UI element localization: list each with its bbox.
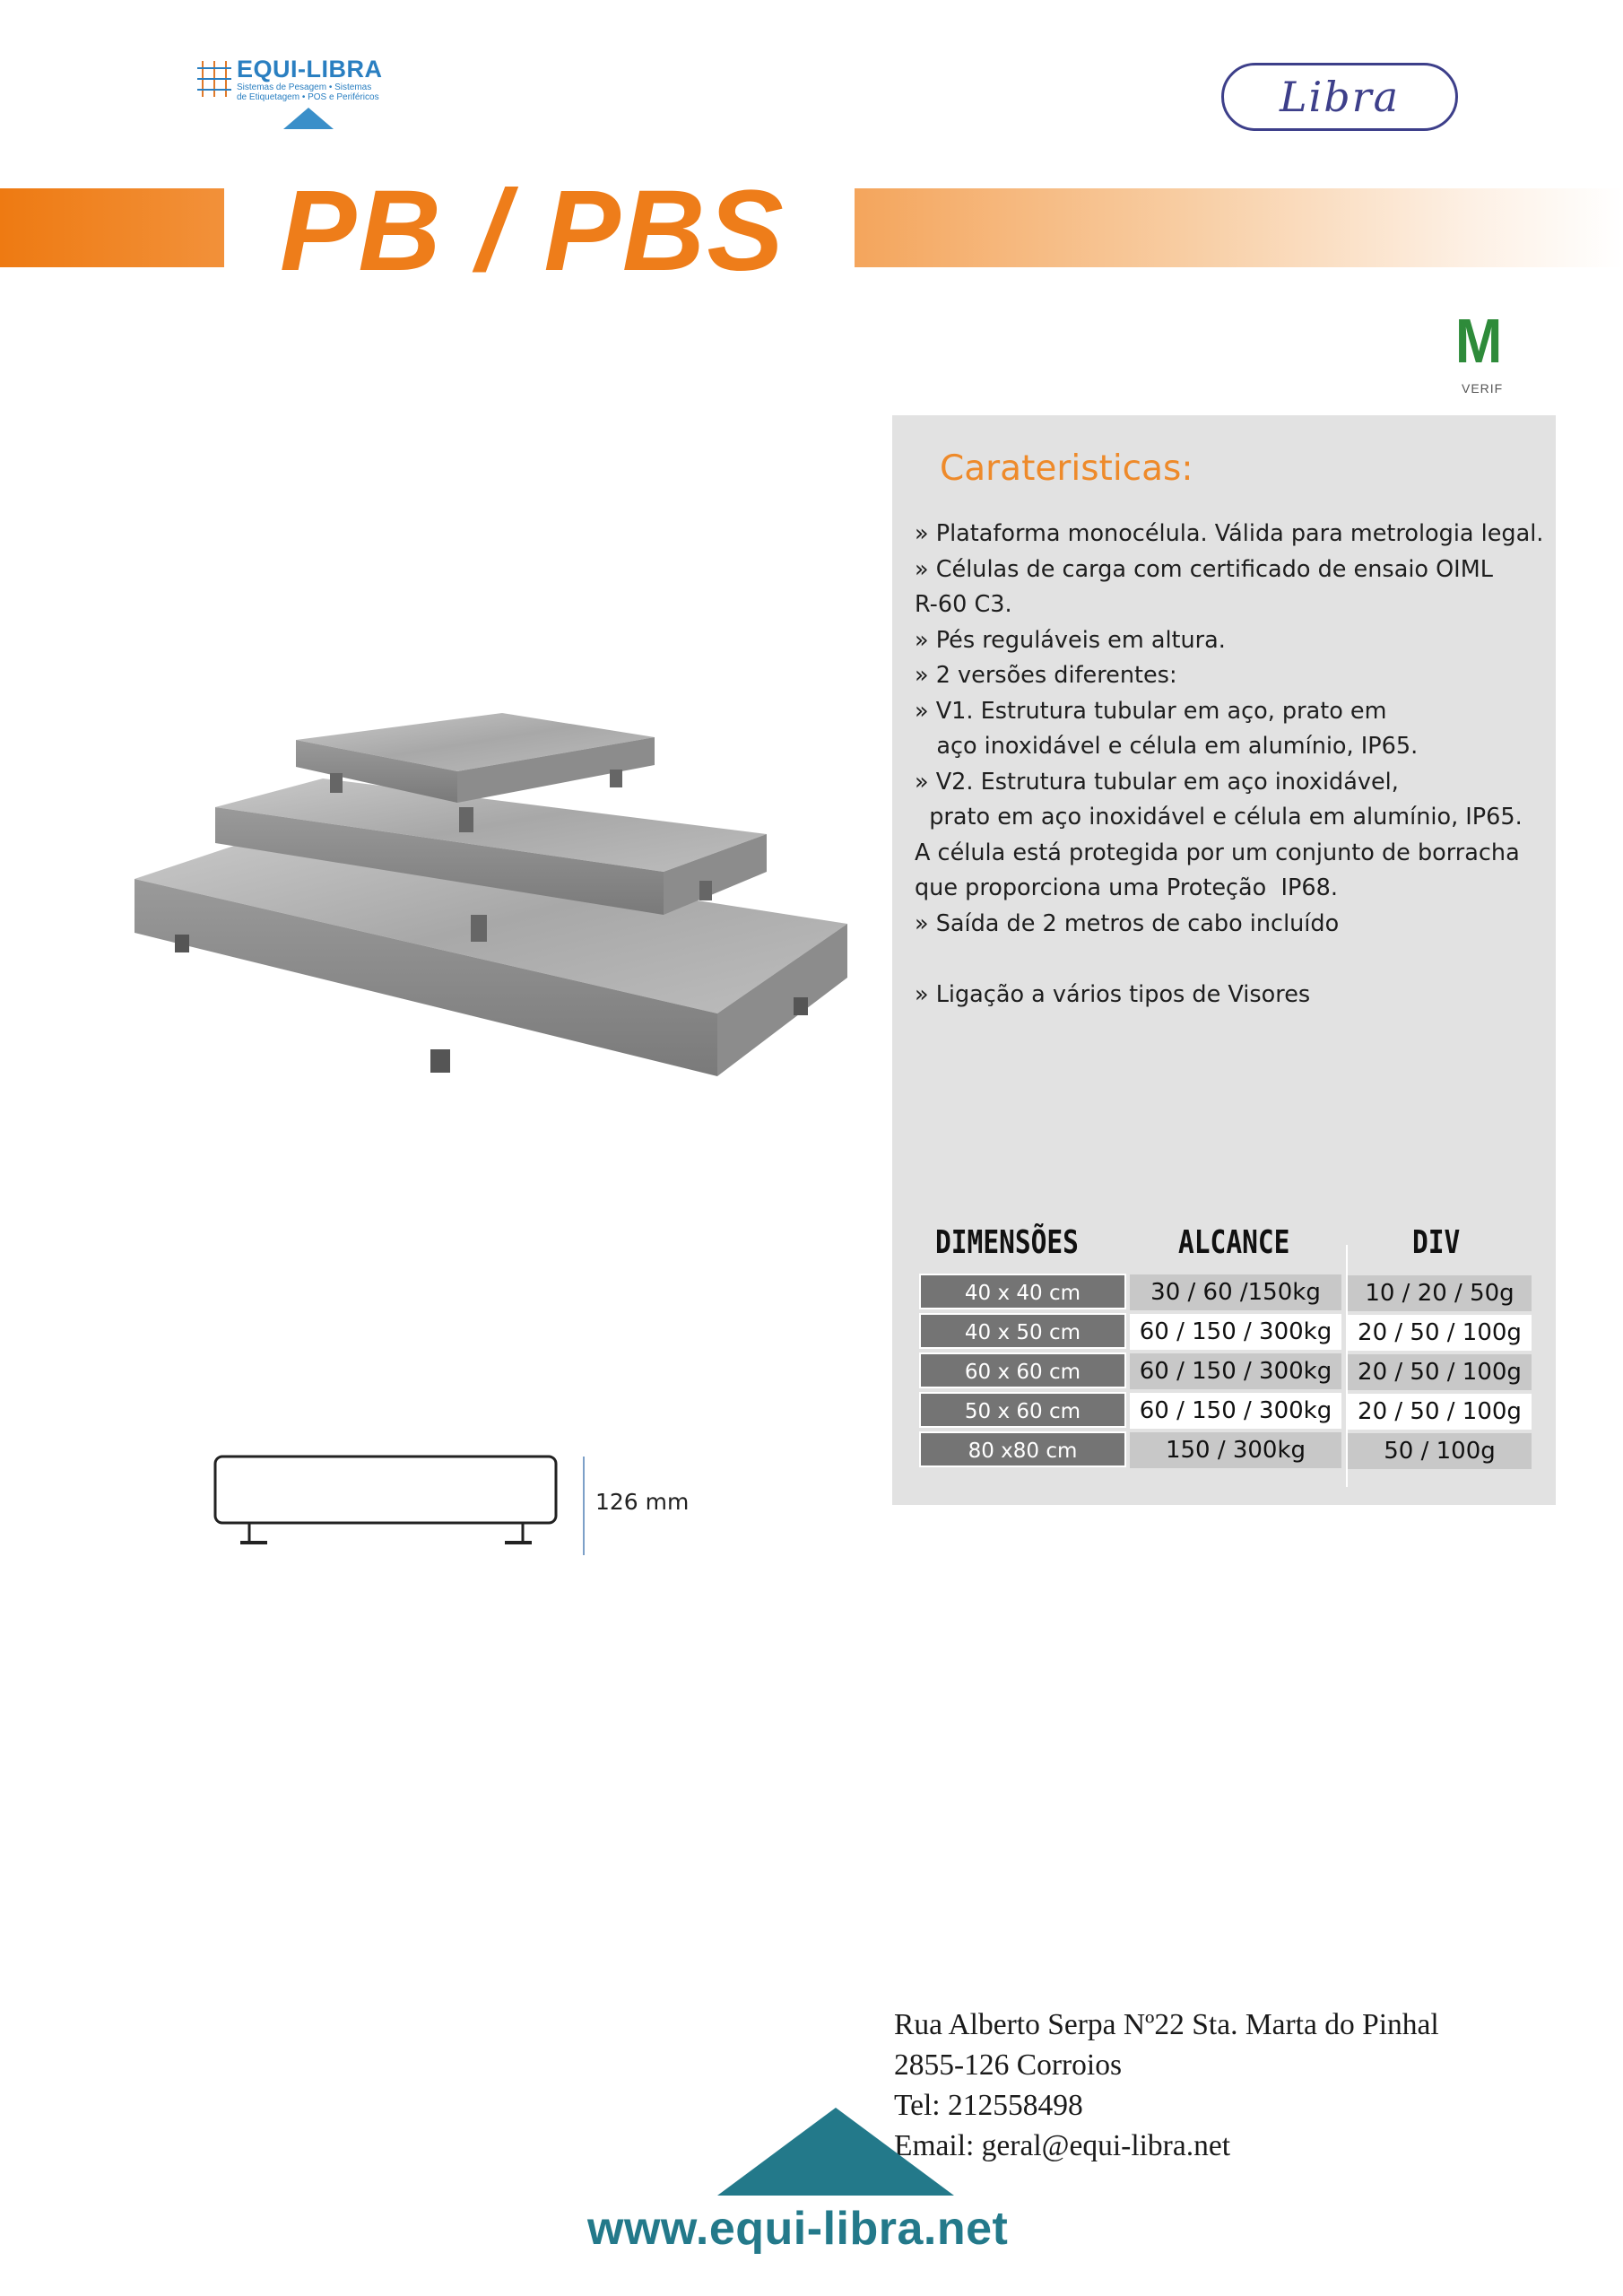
profile-height-label: 126 mm xyxy=(595,1489,690,1515)
features-list xyxy=(915,517,1560,1013)
libra-logo-text: Libra xyxy=(1279,73,1401,121)
address-line: Rua Alberto Serpa Nº22 Sta. Marta do Pinhal xyxy=(894,2008,1439,2041)
feature-line: » V1. Estrutura tubular em aço, prato em xyxy=(915,697,1387,725)
feature-line xyxy=(915,942,1560,978)
feature-line: » Pés reguláveis em altura. xyxy=(915,626,1226,654)
brand-name: EQUI-LIBRA xyxy=(237,56,383,83)
table-cell-alcance: 60 / 150 / 300kg xyxy=(1130,1353,1341,1389)
brand-tagline: Sistemas de Pesagem • Sistemas de Etiquetagem • POS e Periféricos xyxy=(237,83,379,102)
table-cell-alcance: 150 / 300kg xyxy=(1130,1432,1341,1468)
feature-line: » V2. Estrutura tubular em aço inoxidável, xyxy=(915,768,1399,796)
table-cell-alcance: 60 / 150 / 300kg xyxy=(1130,1393,1341,1429)
feature-line: aço inoxidável e célula em alumínio, IP65. xyxy=(915,733,1419,760)
feature-line: » 2 versões diferentes: xyxy=(915,662,1177,689)
phone-number: Tel: 212558498 xyxy=(894,2089,1083,2122)
metrology-mark: M xyxy=(1454,306,1503,376)
feature-line: A célula está protegida por um conjunto de borracha xyxy=(915,839,1520,866)
roof-logo-icon xyxy=(717,2108,954,2196)
table-cell-dimension: 40 x 50 cm xyxy=(919,1313,1126,1349)
table-cell-div: 20 / 50 / 100g xyxy=(1348,1315,1532,1351)
table-header-alcance: ALCANCE xyxy=(1178,1224,1290,1261)
table-cell-div: 20 / 50 / 100g xyxy=(1348,1394,1532,1430)
address-line: 2855-126 Corroios xyxy=(894,2048,1123,2082)
dimension-line xyxy=(583,1457,585,1555)
product-photo xyxy=(126,673,861,1211)
table-header-div: DIV xyxy=(1412,1224,1461,1261)
profile-drawing xyxy=(213,1453,572,1561)
title-band-right xyxy=(855,188,1623,267)
table-cell-dimension: 60 x 60 cm xyxy=(919,1352,1126,1388)
metrology-label: VERIF xyxy=(1462,381,1504,396)
table-cell-div: 50 / 100g xyxy=(1348,1433,1532,1469)
grid-icon xyxy=(197,59,231,99)
table-column-divider xyxy=(1346,1245,1348,1487)
title-band-left xyxy=(0,188,224,267)
table-cell-div: 10 / 20 / 50g xyxy=(1348,1275,1532,1311)
table-cell-dimension: 50 x 60 cm xyxy=(919,1392,1126,1428)
website-link[interactable]: www.equi-libra.net xyxy=(587,2203,1009,2255)
table-cell-dimension: 80 x80 cm xyxy=(919,1431,1126,1467)
contact-block xyxy=(894,2005,1439,2166)
feature-line: » Plataforma monocélula. Válida para metrologia legal. xyxy=(915,520,1544,547)
feature-line: R-60 C3. xyxy=(915,591,1012,618)
features-title: Carateristicas: xyxy=(940,448,1193,489)
brand-triangle-icon xyxy=(283,108,334,129)
feature-line: prato em aço inoxidável e célula em alumínio, IP65. xyxy=(915,804,1523,831)
table-cell-alcance: 60 / 150 / 300kg xyxy=(1130,1314,1341,1350)
libra-logo xyxy=(1221,63,1458,131)
feature-line: » Saída de 2 metros de cabo incluído xyxy=(915,909,1340,937)
feature-line: » Células de carga com certificado de ensaio OIML xyxy=(915,555,1493,583)
feature-line: que proporciona uma Proteção IP68. xyxy=(915,874,1338,901)
table-cell-dimension: 40 x 40 cm xyxy=(919,1274,1126,1309)
table-header-dimensions: DIMENSÕES xyxy=(935,1224,1079,1261)
email-address: Email: geral@equi-libra.net xyxy=(894,2129,1231,2162)
page-title: PB / PBS xyxy=(280,167,785,295)
table-cell-alcance: 30 / 60 /150kg xyxy=(1130,1274,1341,1310)
table-cell-div: 20 / 50 / 100g xyxy=(1348,1354,1532,1390)
feature-line: » Ligação a vários tipos de Visores xyxy=(915,980,1311,1008)
equi-libra-logo xyxy=(197,56,395,136)
